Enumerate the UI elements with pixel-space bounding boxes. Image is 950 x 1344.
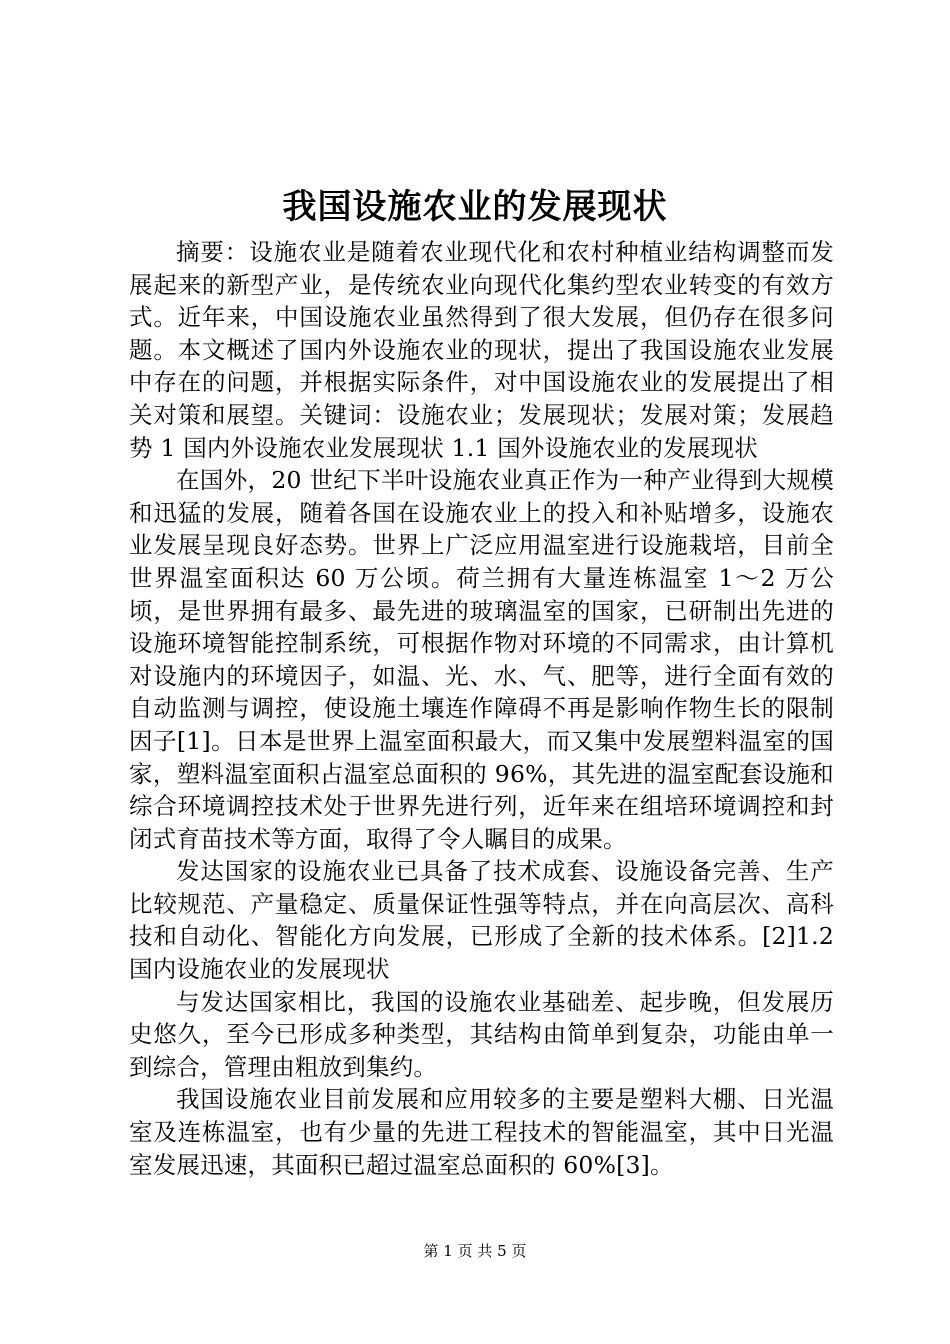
- paragraph-domestic-comparison: 与发达国家相比，我国的设施农业基础差、起步晚，但发展历史悠久，至今已形成多种类型，其结构由简单到复杂，功能由单一到综合，管理由粗放到集约。: [129, 987, 834, 1081]
- paragraph-foreign-status: 在国外，20 世纪下半叶设施农业真正作为一种产业得到大规模和迅猛的发展，随着各国在设施农业上的投入和补贴增多，设施农业发展呈现良好态势。世界上广泛应用温室进行设施栽培，目前全世界温室面积达 60 万公顷。荷兰拥有大量连栋温室 1～2 万公顷，是世界拥有最多、最先进的玻璃温室的国家，已研制出先进的设施环境智能控制系统，可根据作物对环境的不同需求，由计算机对设施内的环境因子，如温、光、水、气、肥等，进行全面有效的自动监测与调控，使设施土壤连作障碍不再是影响作物生长的限制因子[1]。日本是世界上温室面积最大，而又集中发展塑料温室的国家，塑料温室面积占温室总面积的 96%，其先进的温室配套设施和综合环境调控技术处于世界先进行列，近年来在组培环境调控和封闭式育苗技术等方面，取得了令人瞩目的成果。: [129, 466, 834, 853]
- document-title: 我国设施农业的发展现状: [282, 187, 668, 227]
- paragraph-domestic-types: 我国设施农业目前发展和应用较多的主要是塑料大棚、日光温室及连栋温室，也有少量的先进工程技术的智能温室，其中日光温室发展迅速，其面积已超过温室总面积的 60%[3]。: [129, 1085, 834, 1179]
- paragraph-abstract: 摘要：设施农业是随着农业现代化和农村种植业结构调整而发展起来的新型产业，是传统农业向现代化集约型农业转变的有效方式。近年来，中国设施农业虽然得到了很大发展，但仍存在很多问题。本文概述了国内外设施农业的现状，提出了我国设施农业发展中存在的问题，并根据实际条件，对中国设施农业的发展提出了相关对策和展望。关键词：设施农业；发展现状；发展对策；发展趋势 1 国内外设施农业发展现状 1.1 国外设施农业的发展现状: [129, 238, 834, 462]
- document-body: [129, 236, 834, 1181]
- page-footer: 第 1 页 共 5 页: [423, 1242, 527, 1260]
- paragraph-developed-countries: 发达国家的设施农业已具备了技术成套、设施设备完善、生产比较规范、产量稳定、质量保证性强等特点，并在向高层次、高科技和自动化、智能化方向发展，已形成了全新的技术体系。[2]1.2 国内设施农业的发展现状: [129, 857, 834, 984]
